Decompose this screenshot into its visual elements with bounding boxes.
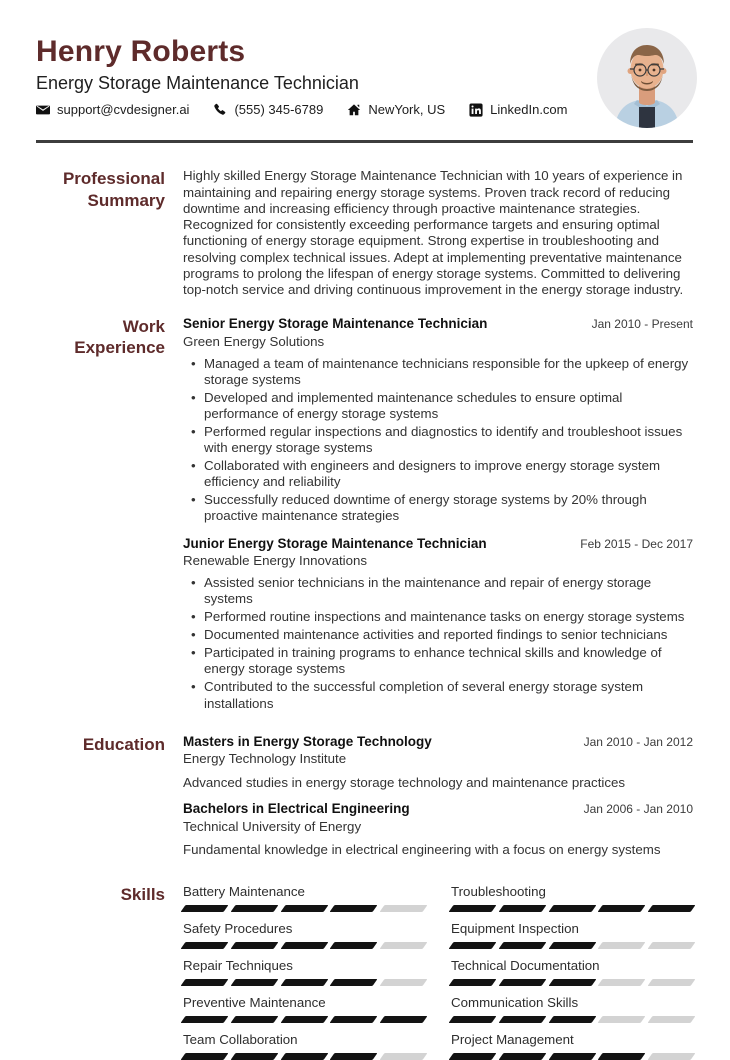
job-bullet: • Assisted senior technicians in the maintenance and repair of energy storage systems — [183, 575, 693, 607]
job-bullet: • Successfully reduced downtime of energy storage systems by 20% through proactive maintenance strategies — [183, 492, 693, 524]
skill-segment-filled — [330, 905, 378, 912]
skill-segment-filled — [230, 905, 278, 912]
skill-segment-filled — [449, 942, 497, 949]
job-company: Renewable Energy Innovations — [183, 553, 368, 569]
skill-level-bar — [451, 1016, 693, 1023]
job-bullet: • Collaborated with engineers and designers to improve energy storage system efficiency and reliability — [183, 458, 693, 490]
education-dates: Jan 2006 - Jan 2010 — [583, 801, 693, 816]
job-bullet: • Contributed to the successful completion of several energy storage system installations — [183, 679, 693, 711]
contact-email-text: support@cvdesigner.ai — [57, 102, 190, 118]
skill-item — [451, 1032, 693, 1060]
job-entry — [183, 316, 693, 524]
skill-segment-filled — [648, 905, 696, 912]
skill-name: Troubleshooting — [451, 883, 546, 899]
candidate-name: Henry Roberts — [36, 35, 246, 68]
contact-email[interactable] — [36, 102, 189, 117]
section-label-experience: Work Experience — [74, 317, 165, 358]
skill-segment-empty — [598, 1016, 646, 1023]
skill-name: Project Management — [451, 1031, 574, 1047]
skill-segment-filled — [449, 1016, 497, 1023]
skill-segment-filled — [548, 942, 596, 949]
education-school: Technical University of Energy — [183, 818, 362, 834]
skill-item — [183, 995, 425, 1023]
education-school: Energy Technology Institute — [183, 751, 347, 767]
skill-item — [451, 958, 693, 986]
contact-linkedin-text: LinkedIn.com — [490, 102, 568, 118]
contact-linkedin[interactable] — [469, 102, 567, 117]
skill-segment-empty — [380, 905, 428, 912]
contact-phone[interactable] — [213, 102, 323, 117]
skills-grid — [183, 884, 693, 1060]
job-bullet: • Performed routine inspections and maintenance tasks on energy storage systems — [183, 609, 693, 625]
skill-segment-empty — [380, 979, 428, 986]
skill-level-bar — [183, 905, 425, 912]
skill-name: Preventive Maintenance — [183, 994, 326, 1010]
skill-segment-filled — [330, 1053, 378, 1060]
skill-name: Repair Techniques — [183, 957, 293, 973]
education-entry — [183, 734, 693, 792]
skill-segment-filled — [230, 979, 278, 986]
skill-item — [451, 995, 693, 1023]
section-skills — [36, 884, 693, 1060]
skill-segment-empty — [380, 1053, 428, 1060]
email-icon — [36, 103, 50, 117]
profile-photo — [597, 28, 697, 128]
skill-name: Equipment Inspection — [451, 920, 579, 936]
skill-level-bar — [183, 942, 425, 949]
skill-name: Team Collaboration — [183, 1031, 298, 1047]
skill-name: Safety Procedures — [183, 920, 293, 936]
skill-item — [183, 1032, 425, 1060]
skill-segment-filled — [548, 1016, 596, 1023]
skill-segment-filled — [449, 1053, 497, 1060]
candidate-job-title: Energy Storage Maintenance Technician — [36, 72, 359, 93]
job-bullet-list — [183, 575, 693, 712]
skill-segment-filled — [230, 1053, 278, 1060]
skill-segment-filled — [598, 1053, 646, 1060]
skill-segment-filled — [181, 1053, 229, 1060]
skill-segment-filled — [449, 979, 497, 986]
skill-segment-filled — [498, 979, 546, 986]
summary-text: Highly skilled Energy Storage Maintenance Technician with 10 years of experience in maintaining and repairing energy storage systems. Proven track record of reducing downtime and increasing efficiency through proactive maintenance strategies. Recognized for consistently exceeding performance targets and ensuring optimal functioning of energy storage equipment. Strong expertise in troubleshooting and resolving complex technical issues. Adept at implementing preventative maintenance programs to prolong the lifespan of energy storage systems. Committed to delivering top-notch service and driving continuous improvement in the energy storage industry. — [183, 168, 684, 298]
skill-item — [183, 958, 425, 986]
skill-item — [183, 884, 425, 912]
skill-segment-filled — [230, 942, 278, 949]
skill-segment-filled — [280, 1053, 328, 1060]
section-work-experience — [36, 316, 693, 713]
skill-segment-filled — [548, 979, 596, 986]
skill-segment-filled — [498, 1053, 546, 1060]
header-divider — [36, 140, 693, 143]
skill-segment-empty — [648, 979, 696, 986]
skill-level-bar — [451, 979, 693, 986]
skill-segment-filled — [330, 979, 378, 986]
skill-segment-empty — [598, 942, 646, 949]
skill-segment-filled — [330, 942, 378, 949]
job-dates: Feb 2015 - Dec 2017 — [580, 536, 693, 551]
contact-phone-text: (555) 345-6789 — [234, 102, 324, 118]
skill-segment-filled — [181, 1016, 229, 1023]
section-label-summary: Professional Summary — [62, 169, 165, 210]
skill-segment-filled — [598, 905, 646, 912]
education-description: Advanced studies in energy storage technology and maintenance practices — [183, 775, 626, 791]
skill-level-bar — [451, 905, 693, 912]
skill-segment-filled — [548, 905, 596, 912]
skill-name: Battery Maintenance — [183, 883, 305, 899]
education-dates: Jan 2010 - Jan 2012 — [583, 734, 693, 749]
contact-location — [347, 102, 445, 117]
section-professional-summary — [36, 168, 693, 298]
skill-level-bar — [451, 1053, 693, 1060]
education-degree: Bachelors in Electrical Engineering — [183, 800, 410, 816]
section-label-skills: Skills — [120, 884, 165, 904]
job-title: Junior Energy Storage Maintenance Technician — [183, 535, 487, 551]
skill-level-bar — [451, 942, 693, 949]
job-company: Green Energy Solutions — [183, 334, 325, 350]
job-bullet: • Performed regular inspections and diagnostics to identify and troubleshoot issues with energy storage systems — [183, 424, 693, 456]
skill-segment-filled — [498, 942, 546, 949]
job-dates: Jan 2010 - Present — [591, 317, 693, 332]
job-bullet: • Documented maintenance activities and reported findings to senior technicians — [183, 627, 693, 643]
skill-segment-filled — [181, 979, 229, 986]
education-entry — [183, 801, 693, 859]
job-bullet-list — [183, 356, 693, 525]
education-degree: Masters in Energy Storage Technology — [183, 733, 432, 749]
home-icon — [347, 103, 361, 117]
skill-segment-filled — [230, 1016, 278, 1023]
skill-segment-filled — [449, 905, 497, 912]
skill-segment-filled — [280, 979, 328, 986]
phone-icon — [213, 103, 227, 117]
skill-segment-filled — [181, 905, 229, 912]
resume-header — [36, 36, 693, 117]
skill-segment-filled — [498, 905, 546, 912]
job-title: Senior Energy Storage Maintenance Technician — [183, 316, 488, 332]
skill-item — [451, 921, 693, 949]
skill-item — [183, 921, 425, 949]
skill-segment-empty — [380, 942, 428, 949]
skill-segment-filled — [181, 942, 229, 949]
skill-level-bar — [183, 1053, 425, 1060]
contact-location-text: NewYork, US — [368, 102, 446, 118]
skill-segment-filled — [280, 1016, 328, 1023]
skill-segment-empty — [648, 1053, 696, 1060]
skill-segment-empty — [648, 942, 696, 949]
skill-segment-filled — [330, 1016, 378, 1023]
job-bullet: • Managed a team of maintenance technicians responsible for the upkeep of energy storage systems — [183, 356, 693, 388]
job-entry — [183, 536, 693, 712]
skill-name: Technical Documentation — [451, 957, 600, 973]
skill-level-bar — [183, 979, 425, 986]
contact-row — [36, 102, 693, 117]
skill-segment-empty — [648, 1016, 696, 1023]
skill-segment-filled — [280, 905, 328, 912]
job-bullet: • Developed and implemented maintenance schedules to ensure optimal performance of energy storage systems — [183, 390, 693, 422]
education-description: Fundamental knowledge in electrical engineering with a focus on energy systems — [183, 842, 661, 858]
skill-segment-filled — [548, 1053, 596, 1060]
skill-segment-filled — [498, 1016, 546, 1023]
skill-name: Communication Skills — [451, 994, 579, 1010]
skill-item — [451, 884, 693, 912]
skill-segment-filled — [280, 942, 328, 949]
job-bullet: • Participated in training programs to enhance technical skills and knowledge of energy storage systems — [183, 645, 693, 677]
skill-segment-empty — [598, 979, 646, 986]
skill-level-bar — [183, 1016, 425, 1023]
section-education — [36, 734, 693, 859]
linkedin-icon — [469, 103, 483, 117]
section-label-education: Education — [82, 734, 165, 754]
skill-segment-filled — [380, 1016, 428, 1023]
